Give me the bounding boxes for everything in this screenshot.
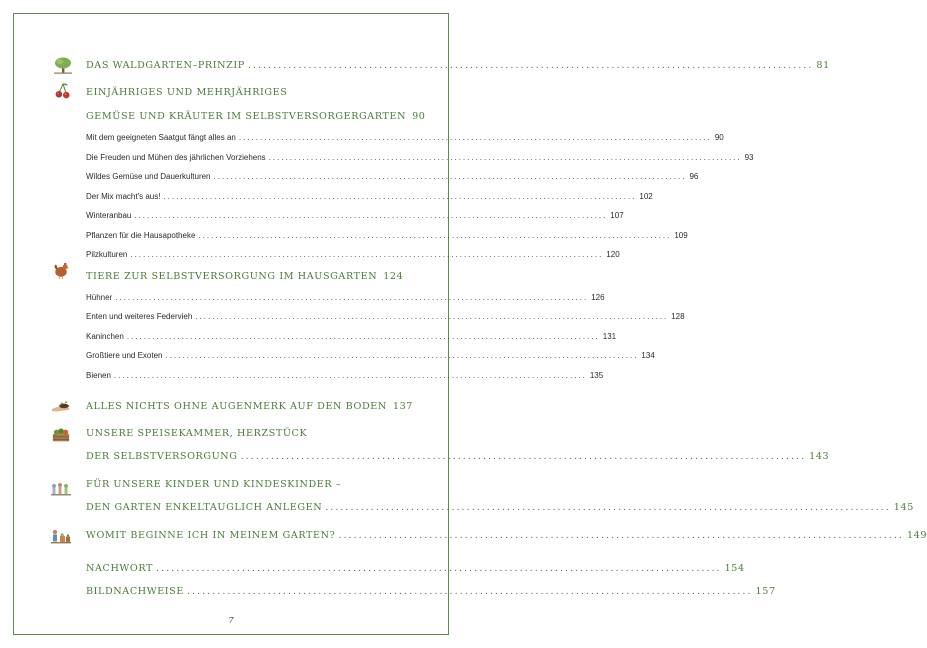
toc-entry-hausapotheke[interactable]: Pflanzen für die Hausapotheke ................................................................................................................ 109 [86,231,688,240]
toc-entry-enten[interactable]: Enten und weiteres Federvieh ................................................................................................................ 128 [86,312,685,321]
toc-entry-saatgut[interactable]: Mit dem geeigneten Saatgut fängt alles an ................................................................................................................ 90 [86,133,724,142]
toc-entry-enkeltauglich[interactable]: DEN GARTEN ENKELTAUGLICH ANLEGEN ................................................................................................................ 145 [86,502,914,513]
toc-entry-huehner[interactable]: Hühner ................................................................................................................ 126 [86,293,605,302]
cherries-icon [52,82,74,100]
toc-entry-kinder[interactable]: FÜR UNSERE KINDER UND KINDESKINDER – [86,479,342,490]
toc-entry-einjaehriges[interactable]: EINJÄHRIGES UND MEHRJÄHRIGES [86,87,288,98]
toc-entry-winteranbau[interactable]: Winteranbau ................................................................................................................ 107 [86,211,624,220]
children-icon [50,480,72,498]
page-number: 7 [228,616,234,625]
toc-entry-gemuese-kraeuter[interactable]: GEMÜSE UND KRÄUTER IM SELBSTVERSORGERGARTEN 90 [86,111,426,122]
toc-entry-bildnachweise[interactable]: BILDNACHWEISE ................................................................................................................ 157 [86,586,776,597]
toc-entry-wildes-gemuese[interactable]: Wildes Gemüse und Dauerkulturen ................................................................................................................ 96 [86,172,699,181]
toc-entry-tiere[interactable]: TIERE ZUR SELBSTVERSORGUNG IM HAUSGARTEN 124 [86,271,404,282]
toc-entry-waldgarten[interactable]: DAS WALDGARTEN–PRINZIP ................................................................................................................ 81 [86,60,830,71]
gardener-icon [50,528,72,546]
hand-soil-icon [50,398,72,416]
toc-entry-nachwort[interactable]: NACHWORT ................................................................................................................ 154 [86,563,745,574]
tree-icon [52,56,74,74]
toc-entry-kaninchen[interactable]: Kaninchen ................................................................................................................ 131 [86,332,617,341]
toc-entry-boden[interactable]: ALLES NICHTS OHNE AUGENMERK AUF DEN BODEN 137 [86,401,413,412]
toc-entry-pilzkulturen[interactable]: Pilzkulturen ................................................................................................................ 120 [86,250,620,259]
toc-entry-bienen[interactable]: Bienen ................................................................................................................ 135 [86,371,604,380]
chicken-icon [50,262,72,280]
toc-entry-vorziehen[interactable]: Die Freuden und Mühen des jährlichen Vorziehens ................................................................................................................ 93 [86,153,754,162]
toc-entry-mix[interactable]: Der Mix macht's aus! ................................................................................................................ 102 [86,192,653,201]
toc-entry-grosstiere[interactable]: Großtiere und Exoten ................................................................................................................ 134 [86,351,655,360]
toc-entry-womit-beginne[interactable]: WOMIT BEGINNE ICH IN MEINEM GARTEN? ................................................................................................................ 149 [86,530,927,541]
toc-entry-selbstversorgung[interactable]: DER SELBSTVERSORGUNG ................................................................................................................ 143 [86,451,830,462]
vegetable-crate-icon [50,426,72,444]
toc-entry-speisekammer[interactable]: UNSERE SPEISEKAMMER, HERZSTÜCK [86,428,308,439]
